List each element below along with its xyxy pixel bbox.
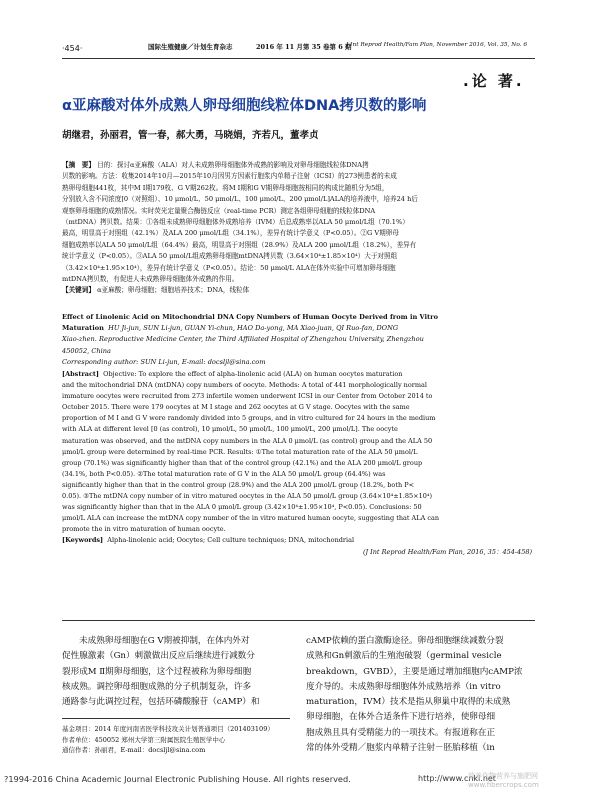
paper-title-en: Effect of Linolenic Acid on Mitochondrial DNA Copy Numbers of Human Oocyte Derived from in Vitro: [62, 313, 438, 321]
abstract-en-line: promote the in vitro maturation of human oocyte.: [62, 525, 226, 534]
abstract-cn-line: 分别放入含不同浓度[0（对照组）、10 μmol/L、50 μmol/L、100 μmol/L、200 μmol/L]ALA的培养液中，培养24 h后: [62, 195, 418, 204]
body-line: maturation，IVM）技术是指从卵巢中取得的未成熟: [306, 697, 511, 708]
abstract-cn-line: （mtDNA）拷贝数。结果：①各组未成熟卵母细胞体外成熟培养（IVM）后总成熟率以ALA 50 μmol/L组（70.1%）: [62, 218, 409, 227]
footnotes: [62, 724, 292, 756]
abstract-cn-line: 最高，明显高于对照组（42.1%）及ALA 200 μmol/L组（34.1%），差异有统计学意义（P<0.05）。②G Ⅴ期卵母: [62, 229, 399, 238]
abstract-cn-line: （3.42×10⁴±1.95×10⁴），差异有统计学意义（P<0.05）。结论：50 μmol/L ALA在体外实验中可增加卵母细胞: [62, 263, 396, 272]
abstract-en-label: [Abstract]: [62, 370, 99, 378]
section-label: .论 著.: [463, 72, 525, 90]
body-line: 成熟和Gn刺激后的生殖泡破裂（germinal vesicle: [306, 651, 502, 662]
abstract-cn: [62, 160, 532, 297]
abstract-cn-line: 观察卵母细胞的成熟情况。实时荧光定量聚合酶链反应（real-time PCR）测定各组卵母细胞的线粒体DNA: [62, 206, 376, 215]
body-line: 促性腺激素（Gn）刺激做出反应后继续进行减数分: [62, 651, 255, 662]
authors-en: HU Ji-jun, SUN Li-jun, GUAN Yi-chun, HAO Da-yong, MA Xiao-juan, QI Ruo-fan, DONG: [108, 324, 399, 333]
abstract-cn-line: 细胞成熟率以ALA 50 μmol/L组（64.4%）最高，明显高于对照组（28.9%）及ALA 200 μmol/L组（18.2%），差异有: [62, 240, 417, 249]
journal-name-en: J Int Reprod Health/Fam Plan, November 2016, Vol. 35, No. 6: [346, 42, 528, 48]
abstract-en-line: group (70.1%) was significantly higher than that of the control group (42.1%) and the ALA 200 μmol/L group: [62, 458, 423, 467]
paper-title-cn: α亚麻酸对体外成熟人卵母细胞线粒体DNA拷贝数的影响: [62, 98, 427, 114]
body-column-left: [62, 634, 290, 710]
abstract-cn-line: 贝数的影响。方法：收集2014年10月—2015年10月因男方因素行胞浆内单精子注射（ICSI）的273例患者的未成: [62, 172, 397, 181]
footnote-rule: [62, 718, 290, 719]
abstract-en-line: (34.1%, both P<0.05). ②The total maturation rate of G Ⅴ in the ALA 50 μmol/L group (64.4%) was: [62, 469, 386, 478]
issue-cn: 2016 年 11 月第 35 卷第 6 期: [256, 43, 352, 51]
bottom-bar: [0, 772, 595, 792]
abstract-en-line: significantly higher than that in the control group (28.9%) and the ALA 200 μmol/L group (18.2%, both P<: [62, 480, 415, 489]
site-watermark: 营养作物营养与施肥网 www.fibercrops.com: [468, 772, 539, 789]
page-number: ·454·: [62, 44, 83, 53]
abstract-rule: [62, 620, 535, 621]
abstract-en: [62, 369, 532, 558]
body-line: 常的体外受精／胞浆内单精子注射－胚胎移植（in: [306, 743, 495, 754]
keywords-en-label: [Keywords]: [62, 536, 104, 545]
body-line: 核成熟。调控卵母细胞成熟的分子机制复杂，许多: [62, 681, 252, 692]
abstract-en-line: 0.05). ③The mtDNA copy number of in vitro matured oocytes in the ALA 50 μmol/L group (3.64×10⁴±1.85×10⁴): [62, 492, 432, 501]
page-header: [62, 42, 535, 54]
journal-name-cn: 国际生殖健康／计划生育杂志: [148, 43, 233, 51]
affiliation-en-2: 450052, China: [62, 346, 111, 355]
abstract-cn-line: mtDNA拷贝数，有促进人未成熟卵母细胞体外成熟的作用。: [62, 275, 239, 284]
body-line: 胞成熟且具有受精能力的一项技术。有报道称在正: [306, 727, 496, 738]
abstract-cn-line: 统计学意义（P<0.05）。③ALA 50 μmol/L组成熟卵母细胞mtDNA拷贝数（3.64×10⁴±1.85×10⁴）大于对照组: [62, 252, 398, 261]
abstract-en-line: Objective: To explore the effect of alpha-linolenic acid (ALA) on human oocytes maturation: [103, 370, 403, 378]
footnote-unit: 作者单位：450052 郑州大学第三附属医院生殖医学中心: [62, 735, 226, 744]
authors-cn: 胡继君，孙丽君，管一春，郝大勇，马晓娟，齐若凡，董孝贞: [62, 130, 319, 141]
paper-title-en-2: Maturation: [62, 324, 104, 333]
citation: (J Int Reprod Health/Fam Plan, 2016, 35：454-458): [362, 547, 532, 556]
abstract-en-line: immature oocytes were recruited from 273 infertile women underwent ICSI in our Center from October 2014 to: [62, 392, 433, 401]
body-line: 通路参与此调控过程，包括环磷酸腺苷（cAMP）和: [62, 697, 260, 708]
abstract-cn-label: 【摘 要】: [62, 161, 95, 169]
abstract-en-line: μmol/L group were determined by real-time PCR. Results: ①The total maturation rate of the ALA 50 μmol/L: [62, 447, 418, 456]
keywords-cn-label: 【关键词】: [62, 286, 95, 295]
corresponding-author: Corresponding author: SUN Li-jun, E-mail: docsljl@sina.com: [62, 357, 266, 366]
abstract-cn-line: 熟卵母细胞441枚，其中M Ⅰ期179枚、G Ⅴ期262枚。将M Ⅰ期和G Ⅴ期卵母细胞按相同的构成比随机分为5组，: [62, 183, 389, 192]
keywords-cn: α亚麻酸；卵母细胞；细胞培养技术；DNA，线粒体: [97, 286, 250, 295]
body-line: breakdown，GVBD），主要是通过增加细胞内cAMP浓: [306, 666, 523, 677]
abstract-en-line: October 2015. There were 179 oocytes at M Ⅰ stage and 262 oocytes at G Ⅴ stage. Oocytes with the same: [62, 403, 410, 412]
footnote-fund: 基金项目：2014 年度河南省医学科技攻关计划普通项目（201403109）: [62, 725, 274, 733]
copyright-line: ?1994-2016 China Academic Journal Electronic Publishing House. All rights reserved.: [4, 774, 351, 784]
body-line: 裂形成M Ⅱ期卵母细胞，这个过程被称为卵母细胞: [62, 666, 252, 677]
body-column-right: [306, 634, 535, 756]
body-line: 未成熟卵母细胞在G Ⅴ期被抑制，在体内外对: [79, 636, 250, 646]
body-line: 度介导的。未成熟卵母细胞体外成熟培养（in vitro: [306, 681, 501, 692]
body-line: 卵母细胞，在体外合适条件下进行培养，使卵母细: [306, 712, 496, 723]
keywords-en: Alpha-linolenic acid; Oocytes; Cell culture techniques; DNA, mitochondrial: [107, 536, 355, 545]
abstract-en-line: μmol/L ALA can increase the mtDNA copy number of the in vitro matured human oocyte, suggesting that ALA can: [62, 514, 440, 523]
english-header: [62, 312, 532, 368]
abstract-en-line: maturation was observed, and the mtDNA copy numbers in the ALA 0 μmol/L (as control) group and the ALA 50: [62, 436, 433, 445]
cnki-url: http://www.cnki.net: [418, 774, 496, 783]
abstract-en-line: with ALA at different level [0 (as control), 10 μmol/L, 50 μmol/L, 100 μmol/L, 200 μmol/L]. The oocyte: [62, 425, 398, 434]
affiliation-en: Xiao-zhen. Reproductive Medicine Center, the Third Affiliated Hospital of Zhengzhou University, Zhengzhou: [62, 335, 424, 344]
body-line: cAMP依赖的蛋白激酶途径。卵母细胞继续减数分裂: [306, 636, 504, 646]
footnote-author: 通信作者：孙丽君，E-mail：docsljl@sina.com: [62, 746, 206, 754]
header-rule: [62, 58, 535, 59]
abstract-en-line: proportion of M Ⅰ and G Ⅴ were randomly divided into 5 groups, and in vitro cultured for 24 hours in the medium: [62, 414, 436, 423]
abstract-cn-line: 目的：探讨α亚麻酸（ALA）对人未成熟卵母细胞体外成熟的影响及对卵母细胞线粒体DNA拷: [97, 161, 369, 169]
abstract-en-line: was significantly higher than that in the ALA 0 μmol/L group (3.42×10⁴±1.95×10⁴, P<0.05). Conclusions: 50: [62, 503, 422, 512]
abstract-en-line: and the mitochondrial DNA (mtDNA) copy numbers of oocyte. Methods: A total of 441 morphologically normal: [62, 381, 428, 390]
